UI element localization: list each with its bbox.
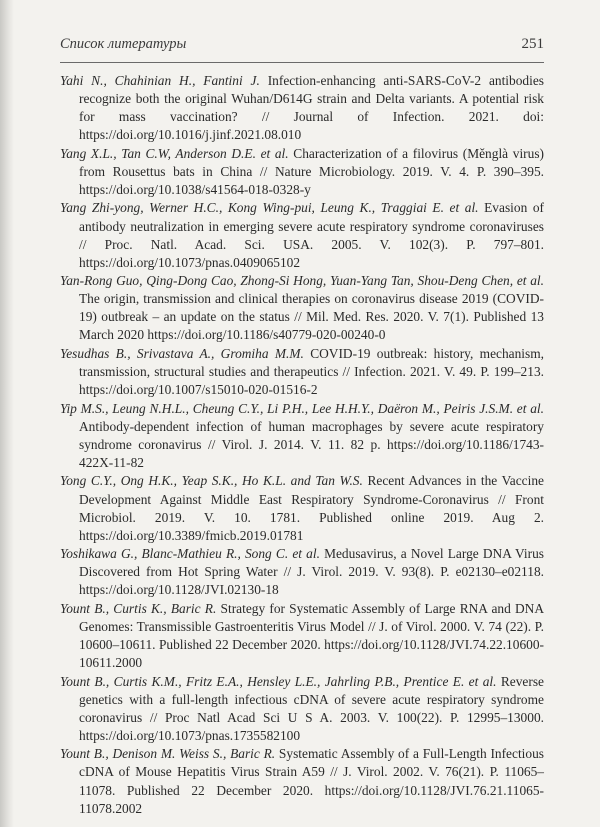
reference-text: Evasion of antibody neutralization in emerging severe acute respiratory syndrome coronaviruses // Proc. Natl. Acad. Sci. USA. 2005. V. 102(3). P. 797–801. https://doi.org/10.1073/pnas.0409065102 xyxy=(79,200,544,270)
reference-authors: Yan-Rong Guo, Qing-Dong Cao, Zhong-Si Hong, Yuan-Yang Tan, Shou-Deng Chen, et al. xyxy=(60,273,544,289)
reference-item xyxy=(60,545,544,599)
page-number: 251 xyxy=(521,36,544,52)
reference-text: Reverse genetics with a full-length infectious cDNA of severe acute respiratory syndrome coronavirus // Proc Natl Acad Sci U S A. 2003. V. 100(22). P. 12995–13000. https://doi.org/10.1073/pnas.1735582100 xyxy=(79,673,544,743)
reference-text: COVID-19 outbreak: history, mechanism, transmission, structural studies and therapeutics // Infection. 2021. V. 49. P. 199–213. https://doi.org/10.1007/s15010-020-01516-2 xyxy=(79,345,544,398)
reference-item xyxy=(60,673,544,745)
reference-authors: Yoshikawa G., Blanc-Mathieu R., Song C. et al. xyxy=(60,546,320,562)
reference-item xyxy=(60,72,544,144)
reference-text: Infection-enhancing anti-SARS-CoV-2 antibodies recognize both the original Wuhan/D614G strain and Delta variants. A potential risk for mass vaccination? // Journal of Infection. 2021. doi: https://doi.org/10.1016/j.jinf.2021.08.010 xyxy=(79,73,544,143)
reference-item xyxy=(60,272,544,344)
reference-authors: Yang Zhi-yong, Werner H.C., Kong Wing-pui, Leung K., Traggiai E. et al. xyxy=(60,200,479,216)
reference-authors: Yip M.S., Leung N.H.L., Cheung C.Y., Li P.H., Lee H.H.Y., Daëron M., Peiris J.S.M. et al. xyxy=(60,400,544,416)
reference-authors: Yesudhas B., Srivastava A., Gromiha M.M. xyxy=(60,345,304,361)
reference-item xyxy=(60,472,544,544)
reference-text: Strategy for Systematic Assembly of Large RNA and DNA Genomes: Transmissible Gastroenteritis Virus Model // J. of Virol. 2000. V. 74 (22). P. 10600–10611. Published 22 December 2020. https://doi.org/10.1128/JVI.74.22.10600-10611.2000 xyxy=(79,600,544,671)
header-rule xyxy=(60,62,544,63)
reference-authors: Yong C.Y., Ong H.K., Yeap S.K., Ho K.L. and Tan W.S. xyxy=(60,473,363,489)
reference-item xyxy=(60,345,544,399)
running-title: Список литературы xyxy=(60,36,187,52)
reference-authors: Yount B., Curtis K.M., Fritz E.A., Hensley L.E., Jahrling P.B., Prentice E. et al. xyxy=(60,673,497,689)
reference-item xyxy=(60,600,544,672)
reference-authors: Yount B., Denison M. Weiss S., Baric R. xyxy=(60,746,276,762)
reference-text: Systematic Assembly of a Full-Length Infectious cDNA of Mouse Hepatitis Virus Strain A59 // J. Virol. 2002. V. 76(21). P. 11065–11078. Published 22 December 2020. https://doi.org/10.1128/JVI.76.21.11065-11078.2002 xyxy=(79,746,544,816)
reference-text: Antibody-dependent infection of human macrophages by severe acute respiratory syndrome coronavirus // Virol. J. 2014. V. 11. 82 p. https://doi.org/10.1186/1743-422X-11-82 xyxy=(79,418,544,470)
reference-authors: Yahi N., Chahinian H., Fantini J. xyxy=(60,73,260,88)
reference-text: Recent Advances in the Vaccine Development Against Middle East Respiratory Syndrome-Coronavirus // Front Microbiol. 2019. V. 10. 1781. Published online 2019. Aug 2. https://doi.org/10.3389/fmicb.2019.01781 xyxy=(79,473,544,543)
page-header xyxy=(60,36,544,60)
page-gutter-shadow xyxy=(0,0,14,827)
reference-authors: Yang X.L., Tan C.W, Anderson D.E. et al. xyxy=(60,145,289,161)
reference-authors: Yount B., Curtis K., Baric R. xyxy=(60,600,217,616)
reference-item xyxy=(60,199,544,271)
reference-item xyxy=(60,400,544,472)
reference-text: Medusavirus, a Novel Large DNA Virus Discovered from Hot Spring Water // J. Virol. 2019. V. 93(8). P. e02130–e02118. https://doi.org/10.1128/JVI.02130-18 xyxy=(79,546,544,598)
reference-item xyxy=(60,745,544,817)
reference-text: The origin, transmission and clinical therapies on coronavirus disease 2019 (COVID-19) outbreak – an update on the status // Mil. Med. Res. 2020. V. 7(1). Published 13 March 2020 https://doi.org/10.1186/s40779-020-00240-0 xyxy=(79,291,544,343)
reference-item xyxy=(60,145,544,199)
reference-text: Characterization of a filovirus (Měnglà virus) from Rousettus bats in China // Nature Microbiology. 2019. V. 4. P. 390–395. https://doi.org/10.1038/s41564-018-0328-y xyxy=(79,145,544,197)
reference-list xyxy=(60,72,544,818)
